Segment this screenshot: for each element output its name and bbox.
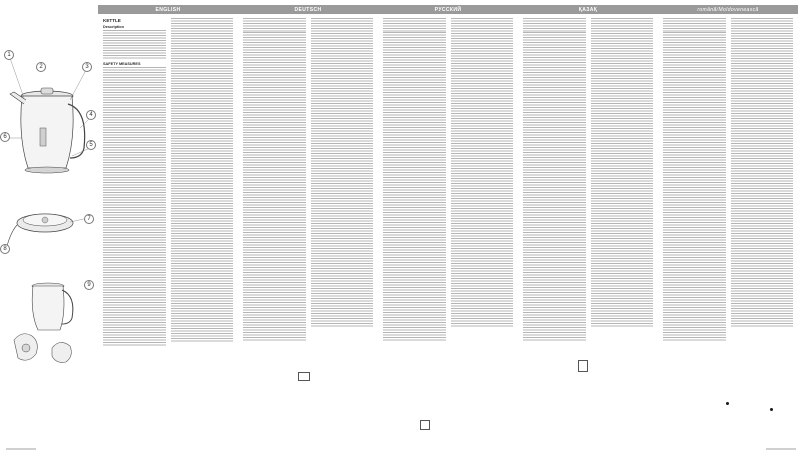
text-columns: [98, 18, 798, 443]
text-lines: [663, 282, 726, 342]
text-lines: [103, 227, 166, 287]
text-lines: [311, 118, 374, 178]
text-lines: [103, 30, 166, 60]
certification-mark-icon: [298, 372, 310, 381]
figure-label: 2: [36, 62, 46, 72]
deutsch-subcolumn-2: [311, 18, 374, 443]
text-lines: [591, 118, 654, 178]
english-title: KETTLE: [103, 18, 121, 23]
bullet-dot-icon: [770, 408, 773, 411]
text-lines: [523, 62, 586, 162]
certification-mark-icon: [578, 360, 588, 372]
kazakh-subcolumn-1: [523, 18, 586, 443]
english-subcolumn-2: [171, 18, 234, 443]
figure-label: 9: [84, 280, 94, 290]
text-lines: [451, 18, 514, 118]
text-lines: [451, 118, 514, 178]
text-lines: [731, 268, 794, 328]
kettle-figure: [0, 18, 98, 443]
header-english: ENGLISH: [155, 6, 181, 13]
text-lines: [731, 18, 794, 118]
text-lines: [171, 238, 234, 268]
text-lines: [383, 282, 446, 342]
russian-column: [378, 18, 518, 443]
text-lines: [523, 282, 586, 342]
header-romanian: română/Moldovenească: [697, 6, 759, 13]
page-footer: [0, 446, 802, 452]
text-lines: [243, 282, 306, 342]
text-lines: [103, 287, 166, 347]
russian-subcolumn-1: [383, 18, 446, 443]
language-header-bar: [98, 5, 798, 14]
text-lines: [383, 222, 446, 282]
english-column: [98, 18, 238, 443]
text-lines: [311, 18, 374, 118]
text-lines: [451, 298, 514, 328]
text-lines: [451, 238, 514, 298]
text-lines: [243, 222, 306, 282]
deutsch-subcolumn-1: [243, 18, 306, 443]
figure-label: 4: [86, 110, 96, 120]
english-safety-heading: SAFETY MEASURES: [103, 62, 141, 66]
text-lines: [243, 18, 306, 32]
footer-print-info: [6, 448, 36, 450]
text-lines: [663, 18, 726, 32]
text-lines: [663, 62, 726, 162]
text-lines: [243, 62, 306, 162]
text-lines: [311, 178, 374, 238]
text-lines: [731, 178, 794, 238]
bullet-dot-icon: [726, 402, 729, 405]
text-lines: [591, 18, 654, 118]
romanian-subcolumn-2: [731, 18, 794, 443]
text-lines: [523, 162, 586, 222]
text-lines: [171, 18, 234, 118]
text-lines: [591, 298, 654, 328]
text-lines: [103, 67, 166, 167]
figure-label: 1: [4, 50, 14, 60]
text-lines: [171, 118, 234, 178]
text-lines: [383, 18, 446, 32]
figure-label: 3: [82, 62, 92, 72]
kettle-illustration: [0, 18, 98, 443]
figure-label: 6: [0, 132, 10, 142]
header-russian: РУССКИЙ: [434, 6, 462, 13]
english-description-heading: Description: [103, 25, 124, 29]
header-kazakh: ҚАЗАҚ: [578, 6, 598, 13]
text-lines: [523, 32, 586, 62]
text-lines: [103, 167, 166, 227]
text-lines: [171, 328, 234, 342]
text-lines: [731, 118, 794, 178]
text-lines: [591, 238, 654, 298]
text-lines: [383, 162, 446, 222]
russian-subcolumn-2: [451, 18, 514, 443]
text-lines: [383, 32, 446, 62]
text-lines: [523, 222, 586, 282]
text-lines: [243, 162, 306, 222]
text-lines: [663, 222, 726, 282]
header-deutsch: DEUTSCH: [294, 6, 322, 13]
text-lines: [523, 18, 586, 32]
figure-label: 7: [84, 214, 94, 224]
romanian-subcolumn-1: [663, 18, 726, 443]
kazakh-subcolumn-2: [591, 18, 654, 443]
figure-label: 8: [0, 244, 10, 254]
text-lines: [311, 238, 374, 298]
text-lines: [383, 62, 446, 162]
text-lines: [663, 32, 726, 62]
romanian-column: [658, 18, 798, 443]
footer-print-info: [766, 448, 796, 450]
disposal-bin-icon: [420, 420, 430, 430]
kazakh-column: [518, 18, 658, 443]
figure-label: 5: [86, 140, 96, 150]
text-lines: [243, 32, 306, 62]
english-subcolumn-1: [103, 18, 166, 443]
text-lines: [311, 298, 374, 328]
text-lines: [171, 178, 234, 238]
text-lines: [731, 238, 794, 268]
text-lines: [663, 162, 726, 222]
text-lines: [591, 178, 654, 238]
text-lines: [171, 268, 234, 328]
text-lines: [451, 178, 514, 238]
